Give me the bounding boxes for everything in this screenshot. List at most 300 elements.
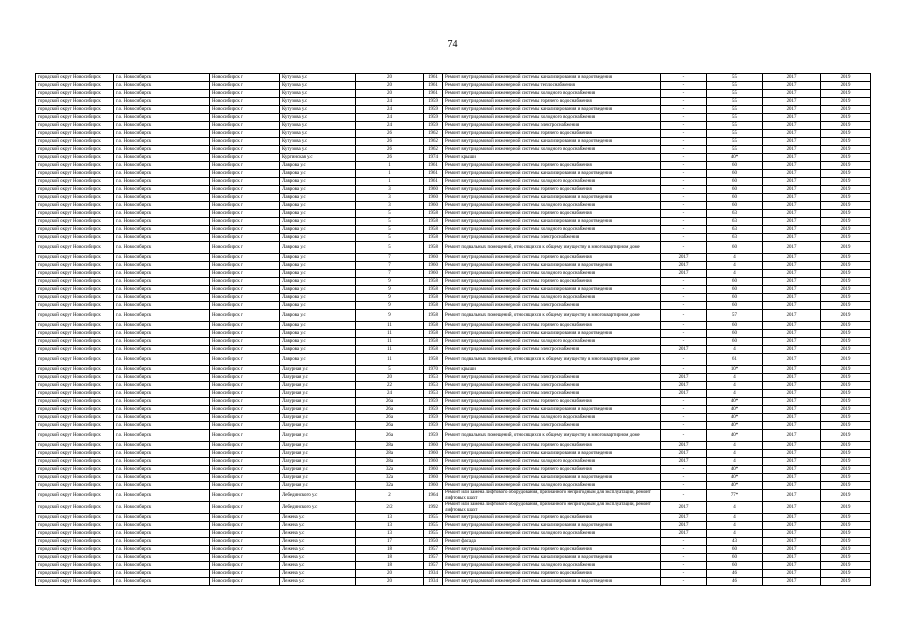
wear-percent-cell: 40* (707, 474, 763, 482)
table-row (36, 114, 871, 122)
table-row (36, 354, 871, 366)
house-number-cell: 20 (356, 82, 424, 90)
municipality-cell: городской округ Новосибирск (36, 322, 114, 330)
table-row (36, 490, 871, 502)
plan-year-cell: - (661, 194, 707, 202)
street-cell: Лежена у.с (280, 530, 356, 538)
period-end-cell: 2019 (821, 366, 871, 374)
period-end-cell: 2019 (821, 538, 871, 546)
district-cell: г.о. Новосибирск (114, 390, 210, 398)
plan-year-cell: - (661, 154, 707, 162)
build-year-cell: 1957 (424, 554, 443, 562)
build-year-cell: 1958 (424, 354, 443, 366)
period-end-cell: 2019 (821, 570, 871, 578)
build-year-cell: 1961 (424, 178, 443, 186)
period-end-cell: 2019 (821, 430, 871, 442)
municipality-cell: городской округ Новосибирск (36, 98, 114, 106)
table-row (36, 294, 871, 302)
period-end-cell: 2019 (821, 154, 871, 162)
district-cell: г.о. Новосибирск (114, 450, 210, 458)
plan-year-cell: - (661, 218, 707, 226)
district-cell: г.о. Новосибирск (114, 210, 210, 218)
house-number-cell: 24 (356, 114, 424, 122)
period-end-cell: 2019 (821, 186, 871, 194)
house-number-cell: 5 (356, 226, 424, 234)
build-year-cell: 1960 (424, 194, 443, 202)
table-row (36, 178, 871, 186)
district-cell: г.о. Новосибирск (114, 90, 210, 98)
period-end-cell: 2019 (821, 390, 871, 398)
plan-year-cell: - (661, 170, 707, 178)
build-year-cell: 1955 (424, 522, 443, 530)
build-year-cell: 1962 (424, 146, 443, 154)
locality-cell: Новосибирск г (210, 242, 280, 254)
district-cell: г.о. Новосибирск (114, 382, 210, 390)
period-end-cell: 2019 (821, 398, 871, 406)
district-cell: г.о. Новосибирск (114, 466, 210, 474)
plan-year-cell: - (661, 278, 707, 286)
plan-year-cell: - (661, 546, 707, 554)
street-cell: Лежена у.с (280, 514, 356, 522)
district-cell: г.о. Новосибирск (114, 82, 210, 90)
wear-percent-cell: 60 (707, 330, 763, 338)
table-row (36, 530, 871, 538)
house-number-cell: 7 (356, 254, 424, 262)
table-row (36, 366, 871, 374)
house-number-cell: 26а (356, 422, 424, 430)
plan-year-cell: - (661, 74, 707, 82)
period-end-cell: 2019 (821, 442, 871, 450)
table-row (36, 186, 871, 194)
build-year-cell: 1958 (424, 338, 443, 346)
wear-percent-cell: 43 (707, 538, 763, 546)
municipality-cell: городской округ Новосибирск (36, 430, 114, 442)
municipality-cell: городской округ Новосибирск (36, 178, 114, 186)
table-row (36, 562, 871, 570)
locality-cell: Новосибирск г (210, 466, 280, 474)
table-row (36, 450, 871, 458)
table-row (36, 466, 871, 474)
district-cell: г.о. Новосибирск (114, 530, 210, 538)
table-row (36, 154, 871, 162)
period-start-cell: 2017 (763, 322, 821, 330)
street-cell: Лазурная у.с (280, 442, 356, 450)
municipality-cell: городской округ Новосибирск (36, 210, 114, 218)
build-year-cell: 1957 (424, 546, 443, 554)
house-number-cell: 32а (356, 474, 424, 482)
locality-cell: Новосибирск г (210, 354, 280, 366)
period-start-cell: 2017 (763, 178, 821, 186)
wear-percent-cell: 4 (707, 382, 763, 390)
work-type-cell: Ремонт внутридомовой инженерной системы холодного водоснабжения (443, 146, 661, 154)
plan-year-cell: - (661, 578, 707, 586)
street-cell: Лаврова у.с (280, 218, 356, 226)
plan-year-cell: - (661, 538, 707, 546)
period-start-cell: 2017 (763, 310, 821, 322)
table-row (36, 546, 871, 554)
municipality-cell: городской округ Новосибирск (36, 286, 114, 294)
house-number-cell: 13 (356, 522, 424, 530)
municipality-cell: городской округ Новосибирск (36, 278, 114, 286)
period-start-cell: 2017 (763, 138, 821, 146)
wear-percent-cell: 46 (707, 570, 763, 578)
period-start-cell: 2017 (763, 530, 821, 538)
work-type-cell: Ремонт внутридомовой инженерной системы канализирования и водоотведения (443, 286, 661, 294)
wear-percent-cell: 40* (707, 154, 763, 162)
build-year-cell: 1960 (424, 482, 443, 490)
table-row (36, 406, 871, 414)
wear-percent-cell: 4 (707, 254, 763, 262)
work-type-cell: Ремонт внутридомовой инженерной системы канализирования и водоотведения (443, 330, 661, 338)
locality-cell: Новосибирск г (210, 430, 280, 442)
wear-percent-cell: 63 (707, 218, 763, 226)
municipality-cell: городской округ Новосибирск (36, 530, 114, 538)
municipality-cell: городской округ Новосибирск (36, 226, 114, 234)
locality-cell: Новосибирск г (210, 578, 280, 586)
locality-cell: Новосибирск г (210, 74, 280, 82)
period-start-cell: 2017 (763, 98, 821, 106)
period-end-cell: 2019 (821, 490, 871, 502)
district-cell: г.о. Новосибирск (114, 502, 210, 514)
table-row (36, 554, 871, 562)
district-cell: г.о. Новосибирск (114, 262, 210, 270)
period-start-cell: 2017 (763, 146, 821, 154)
build-year-cell: 1958 (424, 294, 443, 302)
work-type-cell: Ремонт внутридомовой инженерной системы электроснабжения (443, 122, 661, 130)
period-start-cell: 2017 (763, 382, 821, 390)
plan-year-cell: - (661, 106, 707, 114)
build-year-cell: 1962 (424, 138, 443, 146)
period-end-cell: 2019 (821, 138, 871, 146)
wear-percent-cell: 60 (707, 162, 763, 170)
period-start-cell: 2017 (763, 122, 821, 130)
period-end-cell: 2019 (821, 522, 871, 530)
plan-year-cell: - (661, 554, 707, 562)
street-cell: Лежена у.с (280, 578, 356, 586)
plan-year-cell: - (661, 422, 707, 430)
municipality-cell: городской округ Новосибирск (36, 262, 114, 270)
plan-year-cell: 2017 (661, 502, 707, 514)
municipality-cell: городской округ Новосибирск (36, 186, 114, 194)
work-type-cell: Ремонт подвальных помещений, относящихся к общему имуществу в многоквартирном доме (443, 430, 661, 442)
municipality-cell: городской округ Новосибирск (36, 570, 114, 578)
wear-percent-cell: 4 (707, 522, 763, 530)
house-number-cell: 9 (356, 278, 424, 286)
period-start-cell: 2017 (763, 302, 821, 310)
table-row (36, 210, 871, 218)
plan-year-cell: - (661, 130, 707, 138)
house-number-cell: 26 (356, 146, 424, 154)
municipality-cell: городской округ Новосибирск (36, 302, 114, 310)
house-number-cell: 5 (356, 366, 424, 374)
municipality-cell: городской округ Новосибирск (36, 130, 114, 138)
wear-percent-cell: 77* (707, 490, 763, 502)
build-year-cell: 1959 (424, 114, 443, 122)
wear-percent-cell: 55 (707, 114, 763, 122)
build-year-cell: 1958 (424, 218, 443, 226)
plan-year-cell: - (661, 226, 707, 234)
locality-cell: Новосибирск г (210, 278, 280, 286)
plan-year-cell: - (661, 414, 707, 422)
wear-percent-cell: 4 (707, 374, 763, 382)
street-cell: Лаврова у.с (280, 278, 356, 286)
house-number-cell: 20 (356, 578, 424, 586)
period-start-cell: 2017 (763, 450, 821, 458)
period-start-cell: 2017 (763, 546, 821, 554)
district-cell: г.о. Новосибирск (114, 162, 210, 170)
locality-cell: Новосибирск г (210, 138, 280, 146)
table-row (36, 382, 871, 390)
period-end-cell: 2019 (821, 262, 871, 270)
locality-cell: Новосибирск г (210, 286, 280, 294)
table-row (36, 346, 871, 354)
build-year-cell: 1955 (424, 530, 443, 538)
period-start-cell: 2017 (763, 398, 821, 406)
period-start-cell: 2017 (763, 406, 821, 414)
table-row (36, 162, 871, 170)
build-year-cell: 1958 (424, 286, 443, 294)
work-type-cell: Ремонт внутридомовой инженерной системы горячего водоснабжения (443, 278, 661, 286)
district-cell: г.о. Новосибирск (114, 374, 210, 382)
work-type-cell: Ремонт внутридомовой инженерной системы электроснабжения (443, 302, 661, 310)
table-row (36, 474, 871, 482)
work-type-cell: Ремонт внутридомовой инженерной системы холодного водоснабжения (443, 294, 661, 302)
locality-cell: Новосибирск г (210, 450, 280, 458)
house-number-cell: 26а (356, 430, 424, 442)
period-start-cell: 2017 (763, 458, 821, 466)
period-start-cell: 2017 (763, 570, 821, 578)
municipality-cell: городской округ Новосибирск (36, 450, 114, 458)
house-number-cell: 24 (356, 98, 424, 106)
period-start-cell: 2017 (763, 442, 821, 450)
period-end-cell: 2019 (821, 210, 871, 218)
municipality-cell: городской округ Новосибирск (36, 458, 114, 466)
plan-year-cell: 2017 (661, 530, 707, 538)
municipality-cell: городской округ Новосибирск (36, 254, 114, 262)
plan-year-cell: - (661, 114, 707, 122)
locality-cell: Новосибирск г (210, 254, 280, 262)
build-year-cell: 1959 (424, 122, 443, 130)
municipality-cell: городской округ Новосибирск (36, 82, 114, 90)
table-row (36, 130, 871, 138)
period-start-cell: 2017 (763, 490, 821, 502)
wear-percent-cell: 10* (707, 366, 763, 374)
build-year-cell: 1961 (424, 170, 443, 178)
period-end-cell: 2019 (821, 254, 871, 262)
work-type-cell: Ремонт подвальных помещений, относящихся к общему имуществу в многоквартирном доме (443, 354, 661, 366)
house-number-cell: 3 (356, 194, 424, 202)
work-type-cell: Ремонт внутридомовой инженерной системы электроснабжения (443, 374, 661, 382)
district-cell: г.о. Новосибирск (114, 490, 210, 502)
period-end-cell: 2019 (821, 82, 871, 90)
district-cell: г.о. Новосибирск (114, 422, 210, 430)
period-end-cell: 2019 (821, 554, 871, 562)
table-row (36, 98, 871, 106)
locality-cell: Новосибирск г (210, 458, 280, 466)
period-end-cell: 2019 (821, 178, 871, 186)
district-cell: г.о. Новосибирск (114, 186, 210, 194)
locality-cell: Новосибирск г (210, 90, 280, 98)
street-cell: Лежена у.с (280, 538, 356, 546)
municipality-cell: городской округ Новосибирск (36, 114, 114, 122)
period-end-cell: 2019 (821, 330, 871, 338)
street-cell: Лазурная у.с (280, 406, 356, 414)
build-year-cell: 1960 (424, 442, 443, 450)
wear-percent-cell: 60 (707, 278, 763, 286)
period-start-cell: 2017 (763, 278, 821, 286)
work-type-cell: Ремонт внутридомовой инженерной системы горячего водоснабжения (443, 98, 661, 106)
house-number-cell: 32а (356, 466, 424, 474)
period-start-cell: 2017 (763, 202, 821, 210)
period-start-cell: 2017 (763, 338, 821, 346)
plan-year-cell: 2017 (661, 514, 707, 522)
street-cell: Кутузова у.с (280, 146, 356, 154)
period-start-cell: 2017 (763, 194, 821, 202)
locality-cell: Новосибирск г (210, 346, 280, 354)
period-end-cell: 2019 (821, 234, 871, 242)
municipality-cell: городской округ Новосибирск (36, 474, 114, 482)
table-row (36, 338, 871, 346)
street-cell: Лазурная у.с (280, 390, 356, 398)
period-start-cell: 2017 (763, 522, 821, 530)
wear-percent-cell: 61 (707, 354, 763, 366)
plan-year-cell: - (661, 138, 707, 146)
plan-year-cell: - (661, 98, 707, 106)
build-year-cell: 1959 (424, 398, 443, 406)
work-type-cell: Ремонт внутридомовой инженерной системы канализирования и водоотведения (443, 406, 661, 414)
period-end-cell: 2019 (821, 562, 871, 570)
period-start-cell: 2017 (763, 330, 821, 338)
house-number-cell: 2 (356, 490, 424, 502)
repair-register-table (35, 73, 871, 586)
plan-year-cell: - (661, 474, 707, 482)
house-number-cell: 13 (356, 514, 424, 522)
locality-cell: Новосибирск г (210, 310, 280, 322)
municipality-cell: городской округ Новосибирск (36, 562, 114, 570)
district-cell: г.о. Новосибирск (114, 430, 210, 442)
table-row (36, 270, 871, 278)
street-cell: Лаврова у.с (280, 242, 356, 254)
plan-year-cell: - (661, 482, 707, 490)
house-number-cell: 5 (356, 218, 424, 226)
plan-year-cell: - (661, 302, 707, 310)
plan-year-cell: 2017 (661, 458, 707, 466)
work-type-cell: Ремонт внутридомовой инженерной системы горячего водоснабжения (443, 322, 661, 330)
street-cell: Лазурная у.с (280, 466, 356, 474)
municipality-cell: городской округ Новосибирск (36, 374, 114, 382)
build-year-cell: 1955 (424, 514, 443, 522)
work-type-cell: Ремонт внутридомовой инженерной системы холодного водоснабжения (443, 114, 661, 122)
period-end-cell: 2019 (821, 450, 871, 458)
wear-percent-cell: 4 (707, 262, 763, 270)
work-type-cell: Ремонт или замена лифтового оборудования, признанного непригодным для эксплуатации, ремонт лифтовых шахт (443, 502, 661, 514)
municipality-cell: городской округ Новосибирск (36, 310, 114, 322)
period-end-cell: 2019 (821, 74, 871, 82)
table-row (36, 106, 871, 114)
wear-percent-cell: 55 (707, 82, 763, 90)
district-cell: г.о. Новосибирск (114, 562, 210, 570)
table-row (36, 202, 871, 210)
build-year-cell: 1959 (424, 430, 443, 442)
district-cell: г.о. Новосибирск (114, 322, 210, 330)
table-row (36, 322, 871, 330)
municipality-cell: городской округ Новосибирск (36, 106, 114, 114)
house-number-cell: 20 (356, 90, 424, 98)
work-type-cell: Ремонт крыши (443, 366, 661, 374)
municipality-cell: городской округ Новосибирск (36, 482, 114, 490)
period-end-cell: 2019 (821, 406, 871, 414)
period-start-cell: 2017 (763, 554, 821, 562)
table-row (36, 430, 871, 442)
municipality-cell: городской округ Новосибирск (36, 502, 114, 514)
period-start-cell: 2017 (763, 74, 821, 82)
district-cell: г.о. Новосибирск (114, 178, 210, 186)
plan-year-cell: - (661, 430, 707, 442)
house-number-cell: 26а (356, 398, 424, 406)
period-end-cell: 2019 (821, 106, 871, 114)
house-number-cell: 32а (356, 482, 424, 490)
table-row (36, 458, 871, 466)
municipality-cell: городской округ Новосибирск (36, 218, 114, 226)
work-type-cell: Ремонт внутридомовой инженерной системы горячего водоснабжения (443, 210, 661, 218)
street-cell: Лежена у.с (280, 522, 356, 530)
work-type-cell: Ремонт крыши (443, 154, 661, 162)
build-year-cell: 1960 (424, 270, 443, 278)
house-number-cell: 11 (356, 346, 424, 354)
period-end-cell: 2019 (821, 374, 871, 382)
period-end-cell: 2019 (821, 458, 871, 466)
wear-percent-cell: 40* (707, 422, 763, 430)
work-type-cell: Ремонт внутридомовой инженерной системы теплоснабжения (443, 82, 661, 90)
plan-year-cell: - (661, 178, 707, 186)
municipality-cell: городской округ Новосибирск (36, 162, 114, 170)
street-cell: Лаврова у.с (280, 170, 356, 178)
district-cell: г.о. Новосибирск (114, 286, 210, 294)
build-year-cell: 1958 (424, 278, 443, 286)
locality-cell: Новосибирск г (210, 270, 280, 278)
plan-year-cell: 2017 (661, 390, 707, 398)
house-number-cell: 9 (356, 294, 424, 302)
street-cell: Лаврова у.с (280, 302, 356, 310)
house-number-cell: 28а (356, 442, 424, 450)
table-row (36, 90, 871, 98)
house-number-cell: 18 (356, 562, 424, 570)
district-cell: г.о. Новосибирск (114, 538, 210, 546)
house-number-cell: 22 (356, 382, 424, 390)
work-type-cell: Ремонт внутридомовой инженерной системы холодного водоснабжения (443, 202, 661, 210)
house-number-cell: 1 (356, 178, 424, 186)
wear-percent-cell: 4 (707, 458, 763, 466)
street-cell: Лазурная у.с (280, 450, 356, 458)
work-type-cell: Ремонт внутридомовой инженерной системы холодного водоснабжения (443, 270, 661, 278)
work-type-cell: Ремонт внутридомовой инженерной системы электроснабжения (443, 422, 661, 430)
house-number-cell: 24 (356, 122, 424, 130)
wear-percent-cell: 60 (707, 338, 763, 346)
municipality-cell: городской округ Новосибирск (36, 354, 114, 366)
plan-year-cell: - (661, 562, 707, 570)
street-cell: Лаврова у.с (280, 234, 356, 242)
period-start-cell: 2017 (763, 346, 821, 354)
period-start-cell: 2017 (763, 270, 821, 278)
period-start-cell: 2017 (763, 422, 821, 430)
street-cell: Лаврова у.с (280, 270, 356, 278)
table-row (36, 330, 871, 338)
house-number-cell: 17 (356, 538, 424, 546)
table-row (36, 278, 871, 286)
locality-cell: Новосибирск г (210, 186, 280, 194)
district-cell: г.о. Новосибирск (114, 194, 210, 202)
house-number-cell: 28а (356, 458, 424, 466)
